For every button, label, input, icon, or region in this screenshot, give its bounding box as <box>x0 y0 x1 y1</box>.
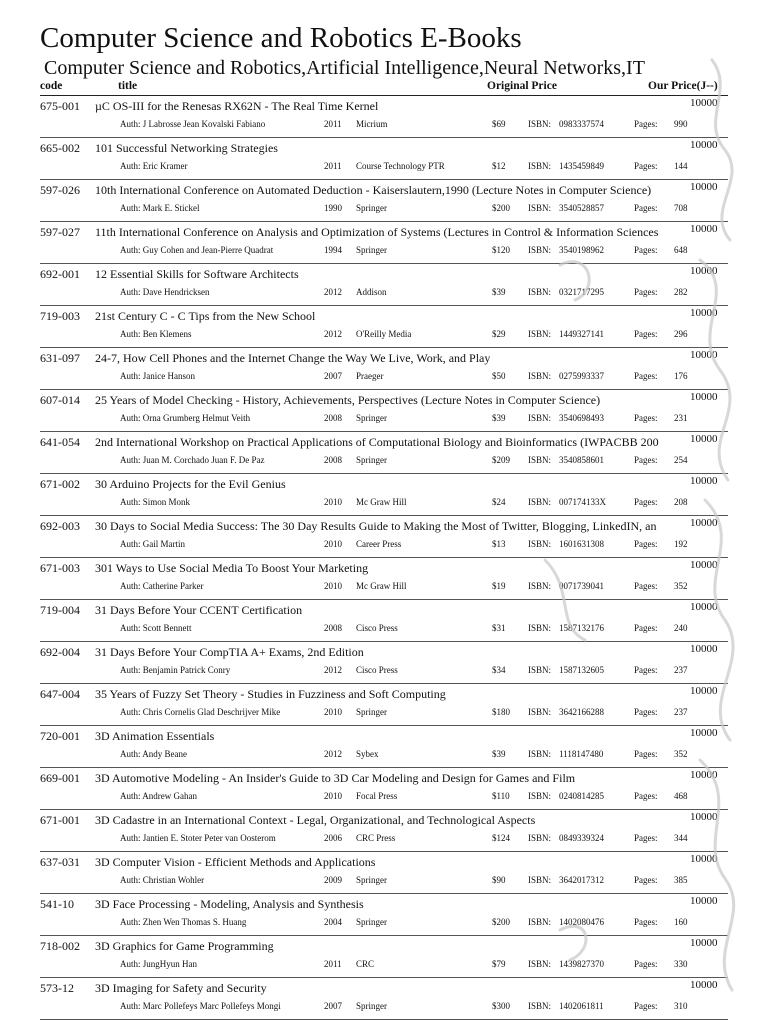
book-our-price: 10000 <box>690 139 718 151</box>
book-year: 2008 <box>324 455 342 465</box>
book-pages: 385 <box>674 875 688 885</box>
isbn-label: ISBN: <box>528 455 552 465</box>
book-original-price: $39 <box>492 287 506 297</box>
book-author: Auth: Orna Grumberg Helmut Veith <box>120 413 251 423</box>
pages-label: Pages: <box>634 749 658 759</box>
book-original-price: $34 <box>492 665 506 675</box>
book-code: 631-097 <box>40 351 80 365</box>
table-row <box>40 726 728 768</box>
book-title: 12 Essential Skills for Software Architects <box>95 267 299 281</box>
table-row <box>40 810 728 852</box>
pages-label: Pages: <box>634 539 658 549</box>
book-title: 31 Days Before Your CCENT Certification <box>95 603 303 617</box>
book-isbn: 3540198962 <box>559 245 604 255</box>
isbn-label: ISBN: <box>528 791 552 801</box>
book-year: 2007 <box>324 1001 342 1011</box>
book-original-price: $12 <box>492 161 506 171</box>
isbn-label: ISBN: <box>528 875 552 885</box>
book-pages: 254 <box>674 455 688 465</box>
book-publisher: Praeger <box>356 371 384 381</box>
book-pages: 990 <box>674 119 688 129</box>
book-original-price: $39 <box>492 749 506 759</box>
pages-label: Pages: <box>634 1001 658 1011</box>
book-our-price: 10000 <box>690 601 718 613</box>
book-year: 2010 <box>324 539 342 549</box>
book-author: Auth: Zhen Wen Thomas S. Huang <box>120 917 247 927</box>
book-pages: 708 <box>674 203 688 213</box>
book-original-price: $29 <box>492 329 506 339</box>
book-year: 2011 <box>324 959 342 969</box>
table-row <box>40 138 728 180</box>
isbn-label: ISBN: <box>528 1001 552 1011</box>
isbn-label: ISBN: <box>528 371 552 381</box>
book-year: 2007 <box>324 371 342 381</box>
book-code: 597-026 <box>40 183 80 197</box>
table-row <box>40 264 728 306</box>
book-pages: 192 <box>674 539 688 549</box>
pages-label: Pages: <box>634 791 658 801</box>
book-pages: 352 <box>674 581 688 591</box>
book-isbn: 1587132176 <box>559 623 604 633</box>
pages-label: Pages: <box>634 455 658 465</box>
isbn-label: ISBN: <box>528 581 552 591</box>
pages-label: Pages: <box>634 917 658 927</box>
book-isbn: 0849339324 <box>559 833 604 843</box>
pages-label: Pages: <box>634 413 658 423</box>
book-year: 2009 <box>324 875 342 885</box>
isbn-label: ISBN: <box>528 749 552 759</box>
book-our-price: 10000 <box>690 391 718 403</box>
column-header-our-price: Our Price(J--) <box>648 80 718 92</box>
book-author: Auth: Guy Cohen and Jean-Pierre Quadrat <box>120 245 274 255</box>
isbn-label: ISBN: <box>528 539 552 549</box>
book-title: 35 Years of Fuzzy Set Theory - Studies in Fuzziness and Soft Computing <box>95 687 446 701</box>
book-pages: 344 <box>674 833 688 843</box>
book-title: 3D Imaging for Safety and Security <box>95 981 267 995</box>
book-author: Auth: Andy Beane <box>120 749 187 759</box>
book-original-price: $19 <box>492 581 506 591</box>
book-publisher: Springer <box>356 1001 387 1011</box>
book-isbn: 1439827370 <box>559 959 604 969</box>
isbn-label: ISBN: <box>528 245 552 255</box>
book-publisher: Springer <box>356 917 387 927</box>
book-original-price: $90 <box>492 875 506 885</box>
book-title: 21st Century C - C Tips from the New School <box>95 309 316 323</box>
table-row <box>40 558 728 600</box>
book-original-price: $79 <box>492 959 506 969</box>
isbn-label: ISBN: <box>528 203 552 213</box>
book-our-price: 10000 <box>690 265 718 277</box>
book-year: 2012 <box>324 329 342 339</box>
book-title: 31 Days Before Your CompTIA A+ Exams, 2nd Edition <box>95 645 364 659</box>
book-code: 669-001 <box>40 771 80 785</box>
book-author: Auth: Ben Klemens <box>120 329 192 339</box>
book-code: 671-002 <box>40 477 80 491</box>
table-row <box>40 474 728 516</box>
book-author: Auth: Christian Wohler <box>120 875 205 885</box>
book-isbn: 1449327141 <box>559 329 604 339</box>
book-publisher: Cisco Press <box>356 623 398 633</box>
book-pages: 282 <box>674 287 688 297</box>
book-our-price: 10000 <box>690 643 718 655</box>
book-author: Auth: J Labrosse Jean Kovalski Fabiano <box>120 119 266 129</box>
book-our-price: 10000 <box>690 853 718 865</box>
book-publisher: CRC <box>356 959 375 969</box>
column-header-title: title <box>118 80 138 92</box>
book-pages: 144 <box>674 161 688 171</box>
book-author: Auth: Jantien E. Stoter Peter van Oosterom <box>120 833 276 843</box>
book-author: Auth: Dave Hendricksen <box>120 287 210 297</box>
book-pages: 240 <box>674 623 688 633</box>
book-year: 2008 <box>324 413 342 423</box>
table-row <box>40 642 728 684</box>
book-pages: 237 <box>674 707 688 717</box>
pages-label: Pages: <box>634 203 658 213</box>
isbn-label: ISBN: <box>528 287 552 297</box>
isbn-label: ISBN: <box>528 161 552 171</box>
column-header-code: code <box>40 80 63 92</box>
book-isbn: 0275993337 <box>559 371 604 381</box>
book-original-price: $124 <box>492 833 510 843</box>
pages-label: Pages: <box>634 329 658 339</box>
book-publisher: Course Technology PTR <box>356 161 445 171</box>
table-row <box>40 852 728 894</box>
book-code: 692-004 <box>40 645 80 659</box>
book-code: 718-002 <box>40 939 80 953</box>
book-title: 3D Computer Vision - Efficient Methods and Applications <box>95 855 376 869</box>
pages-label: Pages: <box>634 665 658 675</box>
page-title: Computer Science and Robotics E-Books <box>40 22 522 54</box>
book-title: 30 Arduino Projects for the Evil Genius <box>95 477 286 491</box>
book-pages: 468 <box>674 791 688 801</box>
book-isbn: 1587132605 <box>559 665 604 675</box>
book-our-price: 10000 <box>690 97 718 109</box>
book-original-price: $120 <box>492 245 510 255</box>
book-year: 2006 <box>324 833 342 843</box>
book-code: 597-027 <box>40 225 80 239</box>
book-year: 2012 <box>324 665 342 675</box>
book-isbn: 0983337574 <box>559 119 604 129</box>
book-isbn: 1601631308 <box>559 539 604 549</box>
book-isbn: 3540698493 <box>559 413 604 423</box>
book-pages: 310 <box>674 1001 688 1011</box>
book-list <box>0 96 768 1020</box>
book-our-price: 10000 <box>690 811 718 823</box>
table-row <box>40 222 728 264</box>
book-code: 641-054 <box>40 435 80 449</box>
book-title: 3D Automotive Modeling - An Insider's Guide to 3D Car Modeling and Design for Games and Film <box>95 771 576 785</box>
table-row <box>40 306 728 348</box>
isbn-label: ISBN: <box>528 665 552 675</box>
book-publisher: Mc Graw Hill <box>356 497 407 507</box>
book-author: Auth: Scott Bennett <box>120 623 192 633</box>
book-our-price: 10000 <box>690 307 718 319</box>
book-author: Auth: Marc Pollefeys Marc Pollefeys Mongi <box>120 1001 281 1011</box>
table-row <box>40 936 728 978</box>
book-author: Auth: JungHyun Han <box>120 959 197 969</box>
book-isbn: 007174133X <box>559 497 606 507</box>
book-title: 30 Days to Social Media Success: The 30 Day Results Guide to Making the Most of Twitter, Blogging, LinkedIN, an <box>95 519 657 533</box>
table-row <box>40 432 728 474</box>
book-year: 2011 <box>324 161 342 171</box>
pages-label: Pages: <box>634 623 658 633</box>
book-publisher: Cisco Press <box>356 665 398 675</box>
book-title: 10th International Conference on Automated Deduction - Kaiserslautern,1990 (Lecture Notes in Computer Science) <box>95 183 652 197</box>
book-year: 2010 <box>324 707 342 717</box>
book-our-price: 10000 <box>690 181 718 193</box>
book-isbn: 3642017312 <box>559 875 604 885</box>
book-year: 2010 <box>324 791 342 801</box>
book-code: 720-001 <box>40 729 80 743</box>
book-our-price: 10000 <box>690 979 718 991</box>
book-pages: 330 <box>674 959 688 969</box>
book-publisher: CRC Press <box>356 833 396 843</box>
book-publisher: O'Reilly Media <box>356 329 412 339</box>
book-our-price: 10000 <box>690 685 718 697</box>
book-isbn: 0321717295 <box>559 287 604 297</box>
book-original-price: $69 <box>492 119 506 129</box>
book-original-price: $31 <box>492 623 506 633</box>
book-original-price: $200 <box>492 203 510 213</box>
book-publisher: Sybex <box>356 749 379 759</box>
book-isbn: 0071739041 <box>559 581 604 591</box>
book-title: 301 Ways to Use Social Media To Boost Your Marketing <box>95 561 369 575</box>
pages-label: Pages: <box>634 875 658 885</box>
book-code: 647-004 <box>40 687 80 701</box>
table-row <box>40 600 728 642</box>
book-original-price: $39 <box>492 413 506 423</box>
book-code: 573-12 <box>40 981 74 995</box>
book-year: 2011 <box>324 119 342 129</box>
book-title: 3D Animation Essentials <box>95 729 215 743</box>
book-our-price: 10000 <box>690 937 718 949</box>
book-pages: 231 <box>674 413 688 423</box>
book-publisher: Springer <box>356 245 387 255</box>
page-subtitle: Computer Science and Robotics,Artificial Intelligence,Neural Networks,IT <box>44 57 645 79</box>
book-title: 11th International Conference on Analysis and Optimization of Systems (Lectures in Control & Information Sciences <box>95 225 659 239</box>
book-our-price: 10000 <box>690 349 718 361</box>
isbn-label: ISBN: <box>528 623 552 633</box>
book-publisher: Springer <box>356 875 387 885</box>
table-row <box>40 96 728 138</box>
book-title: 3D Graphics for Game Programming <box>95 939 274 953</box>
book-author: Auth: Benjamin Patrick Conry <box>120 665 231 675</box>
book-author: Auth: Janice Hanson <box>120 371 195 381</box>
book-publisher: Career Press <box>356 539 402 549</box>
book-isbn: 1435459849 <box>559 161 604 171</box>
book-our-price: 10000 <box>690 895 718 907</box>
pages-label: Pages: <box>634 497 658 507</box>
book-publisher: Addison <box>356 287 387 297</box>
book-year: 2012 <box>324 749 342 759</box>
pages-label: Pages: <box>634 833 658 843</box>
book-author: Auth: Chris Cornelis Glad Deschrijver Mike <box>120 707 281 717</box>
book-original-price: $209 <box>492 455 510 465</box>
book-isbn: 3642166288 <box>559 707 604 717</box>
pages-label: Pages: <box>634 707 658 717</box>
book-code: 665-002 <box>40 141 80 155</box>
table-row <box>40 390 728 432</box>
pages-label: Pages: <box>634 959 658 969</box>
book-our-price: 10000 <box>690 727 718 739</box>
book-publisher: Mc Graw Hill <box>356 581 407 591</box>
book-author: Auth: Andrew Gahan <box>120 791 197 801</box>
table-row <box>40 894 728 936</box>
book-original-price: $110 <box>492 791 510 801</box>
table-row <box>40 978 728 1020</box>
isbn-label: ISBN: <box>528 917 552 927</box>
book-year: 2010 <box>324 497 342 507</box>
book-original-price: $180 <box>492 707 510 717</box>
book-title: 25 Years of Model Checking - History, Achievements, Perspectives (Lecture Notes in Computer Science) <box>95 393 601 407</box>
book-title: µC OS-III for the Renesas RX62N - The Real Time Kernel <box>95 99 379 113</box>
book-code: 637-031 <box>40 855 80 869</box>
book-pages: 352 <box>674 749 688 759</box>
book-pages: 160 <box>674 917 688 927</box>
book-our-price: 10000 <box>690 517 718 529</box>
book-publisher: Springer <box>356 413 387 423</box>
pages-label: Pages: <box>634 245 658 255</box>
book-author: Auth: Mark E. Stickel <box>120 203 200 213</box>
book-code: 692-003 <box>40 519 80 533</box>
table-row <box>40 180 728 222</box>
pages-label: Pages: <box>634 161 658 171</box>
book-original-price: $50 <box>492 371 506 381</box>
isbn-label: ISBN: <box>528 707 552 717</box>
book-author: Auth: Simon Monk <box>120 497 191 507</box>
book-year: 2004 <box>324 917 342 927</box>
pages-label: Pages: <box>634 581 658 591</box>
pages-label: Pages: <box>634 119 658 129</box>
isbn-label: ISBN: <box>528 413 552 423</box>
book-code: 719-003 <box>40 309 80 323</box>
book-title: 3D Face Processing - Modeling, Analysis and Synthesis <box>95 897 364 911</box>
book-code: 719-004 <box>40 603 80 617</box>
book-author: Auth: Juan M. Corchado Juan F. De Paz <box>120 455 265 465</box>
pages-label: Pages: <box>634 371 658 381</box>
book-pages: 176 <box>674 371 688 381</box>
isbn-label: ISBN: <box>528 833 552 843</box>
book-isbn: 3540528857 <box>559 203 604 213</box>
book-isbn: 1402080476 <box>559 917 604 927</box>
table-row <box>40 684 728 726</box>
book-author: Auth: Gail Martin <box>120 539 185 549</box>
book-publisher: Focal Press <box>356 791 398 801</box>
book-isbn: 0240814285 <box>559 791 604 801</box>
book-publisher: Springer <box>356 203 387 213</box>
table-row <box>40 348 728 390</box>
isbn-label: ISBN: <box>528 497 552 507</box>
isbn-label: ISBN: <box>528 959 552 969</box>
book-code: 671-003 <box>40 561 80 575</box>
book-original-price: $300 <box>492 1001 510 1011</box>
book-pages: 648 <box>674 245 688 255</box>
book-year: 2008 <box>324 623 342 633</box>
book-title: 3D Cadastre in an International Context - Legal, Organizational, and Technological Aspects <box>95 813 536 827</box>
isbn-label: ISBN: <box>528 329 552 339</box>
book-author: Auth: Catherine Parker <box>120 581 204 591</box>
book-code: 541-10 <box>40 897 74 911</box>
book-title: 24-7, How Cell Phones and the Internet Change the Way We Live, Work, and Play <box>95 351 491 365</box>
table-row <box>40 768 728 810</box>
book-title: 101 Successful Networking Strategies <box>95 141 278 155</box>
book-isbn: 1118147480 <box>559 749 604 759</box>
book-year: 2012 <box>324 287 342 297</box>
book-code: 692-001 <box>40 267 80 281</box>
table-row <box>40 516 728 558</box>
book-publisher: Springer <box>356 707 387 717</box>
book-pages: 296 <box>674 329 688 339</box>
book-author: Auth: Eric Kramer <box>120 161 188 171</box>
book-year: 1990 <box>324 203 342 213</box>
book-our-price: 10000 <box>690 223 718 235</box>
book-our-price: 10000 <box>690 559 718 571</box>
book-our-price: 10000 <box>690 433 718 445</box>
book-year: 2010 <box>324 581 342 591</box>
book-pages: 208 <box>674 497 688 507</box>
book-title: 2nd International Workshop on Practical Applications of Computational Biology and Bioinformatics (IWPACBB 200 <box>95 435 659 449</box>
book-year: 1994 <box>324 245 342 255</box>
book-publisher: Springer <box>356 455 387 465</box>
book-code: 671-001 <box>40 813 80 827</box>
book-code: 675-001 <box>40 99 80 113</box>
book-original-price: $200 <box>492 917 510 927</box>
book-isbn: 3540858601 <box>559 455 604 465</box>
book-original-price: $13 <box>492 539 506 549</box>
book-our-price: 10000 <box>690 475 718 487</box>
book-original-price: $24 <box>492 497 506 507</box>
book-our-price: 10000 <box>690 769 718 781</box>
book-code: 607-014 <box>40 393 80 407</box>
pages-label: Pages: <box>634 287 658 297</box>
book-isbn: 1402061811 <box>559 1001 604 1011</box>
book-pages: 237 <box>674 665 688 675</box>
book-publisher: Micrium <box>356 119 388 129</box>
isbn-label: ISBN: <box>528 119 552 129</box>
column-header-original-price: Original Price <box>487 80 557 92</box>
